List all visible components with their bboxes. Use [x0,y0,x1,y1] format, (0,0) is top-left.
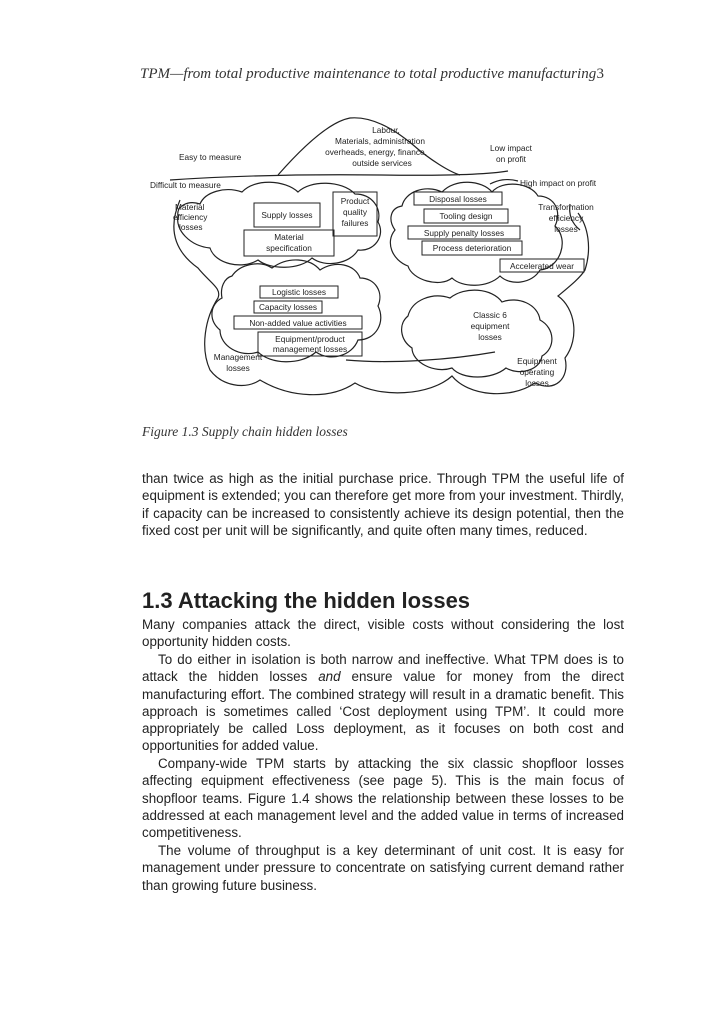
pointer-high-impact [490,180,518,184]
label-easy-to-measure: Easy to measure [179,152,242,162]
paragraph-3-end: ensure value for money from the direct manufacturing effort. The combined strategy will result in a dramatic benefit. This approach is sometimes called ‘Cost deployment using TPM’. It could more appropriately be called Loss deployment, as it focuses on both cost and opportunities for added value. [142,669,624,754]
label-classic-1: Classic 6 [473,310,507,320]
label-outside-services: outside services [352,158,412,168]
label-low-impact-2: on profit [496,154,526,164]
label-equip-product-2: management losses [272,344,348,354]
paragraph-5: The volume of throughput is a key determinant of unit cost. It is easy for management under pressure to concentrate on satisfying current demand rather than growing future business. [142,843,624,893]
label-labour: Labour, [372,125,400,135]
label-material-spec-1: Material [274,232,304,242]
running-title: TPM—from total productive maintenance to total productive manufacturing [140,66,597,82]
supply-chain-losses-diagram [150,108,630,418]
label-disposal-losses: Disposal losses [429,194,487,204]
label-material-eff-2: efficiency [173,212,208,222]
label-material-eff-3: losses [179,222,203,232]
label-classic-2: equipment [470,321,510,331]
label-equip-operating-2: operating [519,367,555,377]
label-capacity-losses: Capacity losses [258,302,318,312]
label-equip-product-1: Equipment/product [275,334,345,344]
label-supply-penalty: Supply penalty losses [423,228,505,238]
label-product-quality-2: quality [343,207,367,217]
label-transformation-1: Transformation [538,202,594,212]
label-transformation-3: losses [554,224,578,234]
label-product-quality-1: Product [340,196,370,206]
page-number: 3 [596,66,604,82]
label-classic-3: losses [478,332,502,342]
label-tooling-design: Tooling design [439,211,493,221]
label-equip-operating-1: Equipment [517,356,557,366]
label-supply-losses: Supply losses [261,210,313,220]
label-management-2: losses [226,363,250,373]
label-material-spec-2: specification [266,243,312,253]
paragraph-3 [142,651,624,755]
label-high-impact: High impact on profit [520,178,597,188]
label-non-added-value: Non-added value activities [249,318,347,328]
paragraph-1: than twice as high as the initial purchase price. Through TPM the useful life of equipment is extended; you can therefore get more from your investment. Thirdly, if capacity can be increased to consistently achieve its design potential, then the fixed cost per unit will be significantly, and quite often many times, reduced. [142,471,624,538]
equipment-divider [346,352,495,362]
label-overheads: overheads, energy, finance, [325,147,427,157]
label-product-quality-3: failures [341,218,369,228]
label-materials-admin: Materials, administration [335,136,425,146]
label-logistic-losses: Logistic losses [272,287,326,297]
label-management-1: Management [213,352,263,362]
section-heading: 1.3 Attacking the hidden losses [142,588,471,613]
paragraph-2: Many companies attack the direct, visible costs without considering the lost opportunity hidden costs. [142,617,624,650]
label-transformation-2: efficiency [548,213,584,223]
label-accelerated-wear: Accelerated wear [509,261,575,271]
label-low-impact-1: Low impact [490,143,532,153]
label-material-eff-1: Material [175,202,205,212]
label-difficult-to-measure: Difficult to measure [150,180,221,190]
label-process-deterioration: Process deterioration [432,243,512,253]
paragraph-3-emphasis: and [318,669,341,685]
figure-caption: Figure 1.3 Supply chain hidden losses [142,424,348,439]
waterline [170,171,508,180]
label-equip-operating-3: losses [525,378,549,388]
running-head [140,66,604,83]
paragraph-4: Company-wide TPM starts by attacking the six classic shopfloor losses affecting equipment effectiveness (see page 5). This is the main focus of shopfloor teams. Figure 1.4 shows the relationship between these losses to be addressed at each management level and the added value in terms of increased competitiveness. [142,756,624,841]
paragraph-3-start: To do either in isolation is both narrow and ineffective. What TPM does is to attack the hidden losses [142,652,624,685]
